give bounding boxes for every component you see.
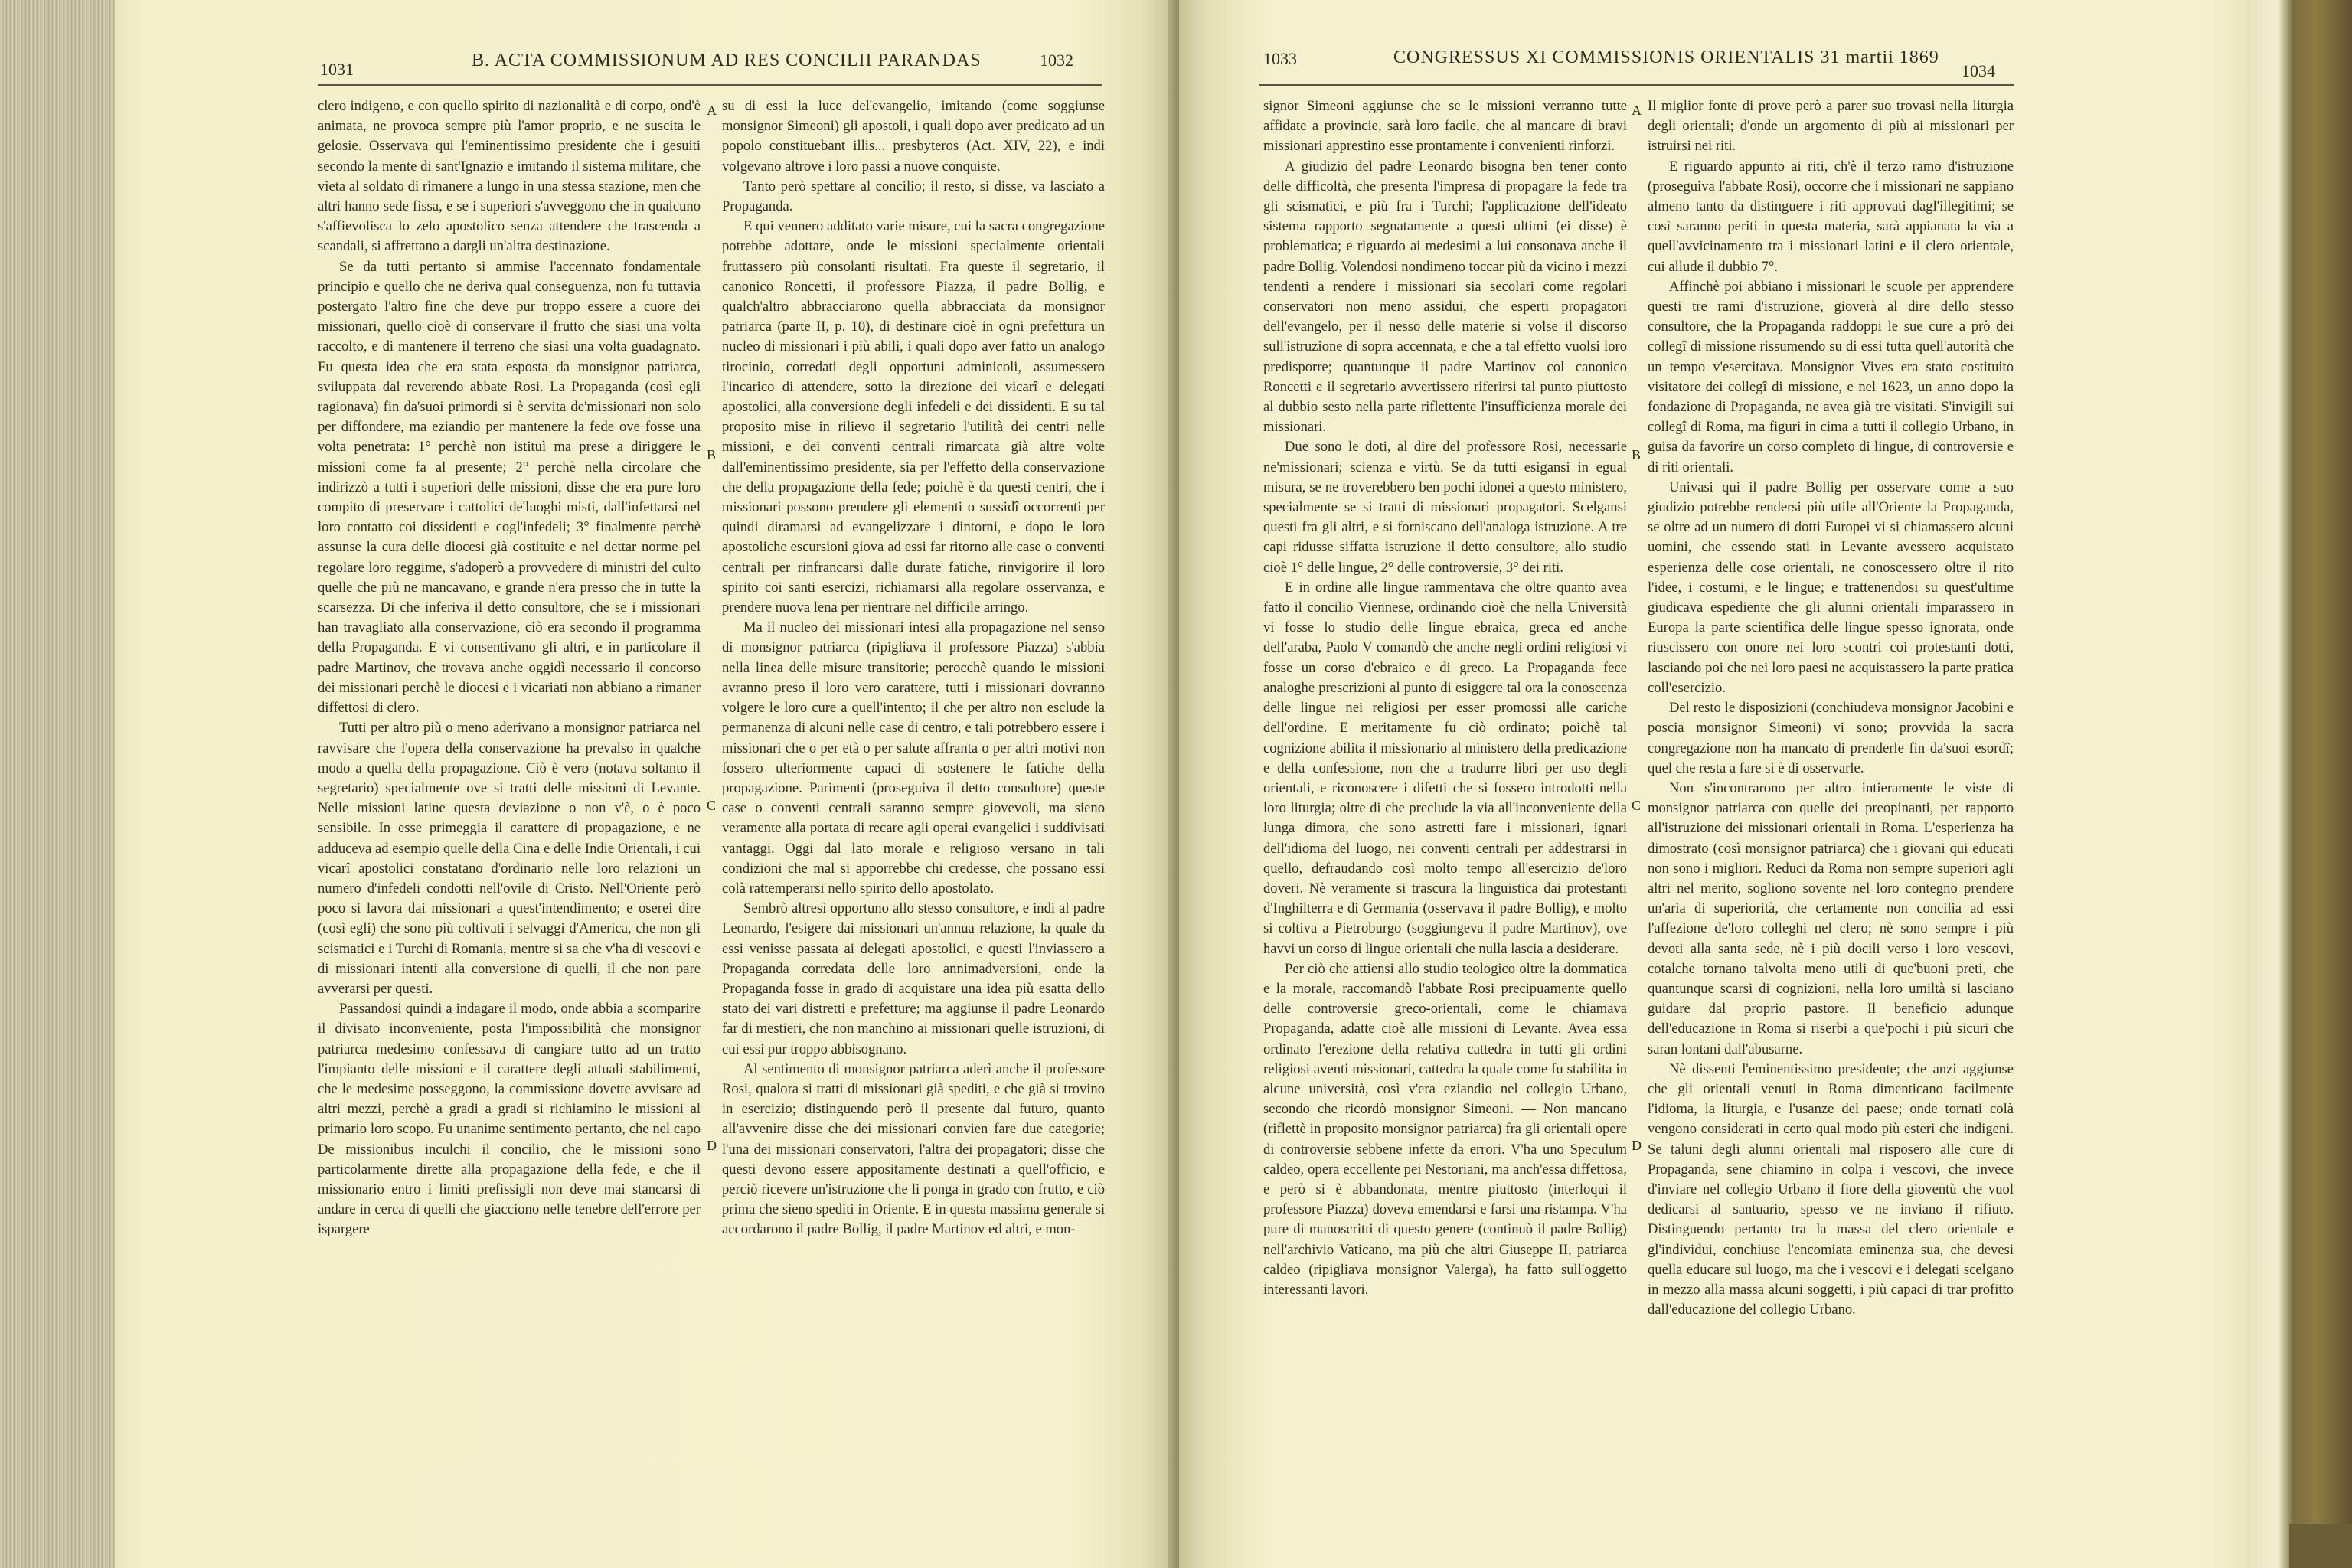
- margin-letter: A: [707, 103, 717, 118]
- paragraph: A giudizio del padre Leonardo bisogna ben tener conto delle difficoltà, che presenta l'impresa di propagare la fede tra gli scismatici, e più fra i Turchi; l'applicazione dell'ideato sistema rapporto segnatamente a questi ultimi (ei disse) è problematica; e riguardo ai medesimi a lui consonava anche il padre Bollig. Volendosi nondimeno toccar più da vicino i mezzi tendenti a rendere i missionari sia secolari come regolari conservatori non meno assidui, che esperti propagatori dell'evangelo, per il nesso delle materie si volse il discorso sull'istruzione di sopra accennata, e che a tal effetto vuolsi loro predisporre; quantunque il padre Martinov col canonico Roncetti e il segretario avvertissero riferirsi tal punto piuttosto al dubbio sesto nella parte riflettente l'insufficienza morale dei missionari.: [1263, 158, 1627, 436]
- left-page: [115, 0, 1175, 1568]
- paragraph: Del resto le disposizioni (conchiudeva monsignor Jacobini e poscia monsignor Simeoni) vi sono; provvida la sacra congregazione non ha mancato di prenderle fin da'suoi esordî; quel che resta a fare si è di osservarle.: [1648, 700, 2014, 776]
- paragraph: Nè dissenti l'eminentissimo presidente; che anzi aggiunse che gli orientali venuti in Roma dimenticano facilmente l'idioma, la liturgia, e l'usanze del paese; onde tornati colà vengono considerati in certo qual modo più esteri che indigeni. Se taluni degli alunni orientali mal risposero alle cure di Propaganda, sene chiamino in colpa i vescovi, che invece d'inviare nel collegio Urbano il fiore della gioventù che vuol dedicarsi al santuario, spesso ve ne inviano il rifiuto. Distinguendo pertanto tra la massa del clero orientale e gl'individui, conchiuse l'encomiata eminenza sua, che devesi quella educare sul luogo, ma che i vescovi e i delegati scelgano in mezzo alla massa alcuni soggetti, i più capaci di trar profitto dall'educazione del collegio Urbano.: [1648, 1060, 2014, 1318]
- paragraph: Passandosi quindi a indagare il modo, onde abbia a scomparire il divisato inconveniente, posta l'impossibilità che monsignor patriarca medesimo confessava di cangiare tutto ad un tratto l'impianto delle missioni e il carattere degli attuali stabilimenti, che le medesime posseggono, la commissione dovette avvisare ad altri mezzi, perchè a gradi a gradi si richiamino le missioni al primario loro scopo. Fu unanime sentimento pertanto, che nel capo De missionibus inculchi il concilio, che le missioni sono particolarmente dirette alla propagazione della fede, e che il missionario entro i limiti prefissigli non deve mai stancarsi di andare in cerca di quelli che giacciono nelle tenebre dell'errore per ispargere: [318, 1001, 701, 1238]
- paragraph: Affinchè poi abbiano i missionari le scuole per apprendere questi tre rami d'istruzione, gioverà al dire dello stesso consultore, che la Propaganda raddoppi le sue cure a prò dei collegî di missione rissumendo su di essi tutta quell'autorità che un tempo v'esercitava. Monsignor Vives era stato costituito visitatore dei collegî di missione, e nel 1623, un anno dopo la fondazione di Propaganda, ne avea già tre visitati. S'invigili sui collegî di Roma, ma figuri in cima a tutti il collegio Urbano, in guisa da favorire un corso completo di lingue, di controversie e di riti orientali.: [1648, 278, 2014, 475]
- paragraph: su di essi la luce del'evangelio, imitando (come soggiunse monsignor Simeoni) gli apostoli, i quali dopo aver predicato ad un popolo constituebant illis... presbyteros (Act. XIV, 22), e indi volgevano altrove i loro passi a nuove conquiste.: [722, 98, 1105, 175]
- margin-letter: B: [707, 447, 717, 462]
- paragraph: signor Simeoni aggiunse che se le missioni verranno tutte affidate a provincie, sarà loro facile, che al mancare di bravi missionari apprestino esse prontamente i convenienti rinforzi.: [1263, 98, 1627, 155]
- paragraph: Se da tutti pertanto si ammise l'accennato fondamentale principio e quello che ne deriva qual conseguenza, non fu tuttavia postergato l'altro fine che deve pur troppo essere a cuore dei missionari, quello cioè di conservare il frutto che siasi una volta raccolto, e di mantenere il terreno che siasi una volta guadagnato. Fu questa idea che era stata esposta da monsignor patriarca, sviluppata dal reverendo abbate Rosi. La Propaganda (così egli ragionava) fin da'suoi primordi si è servita de'missionari non solo per diffondere, ma eziandio per mantenere la fede ove fosse una volta penetrata: 1° perchè non istituì ma prese a diriggere le missioni come fa al presente; 2° perchè nella circolare che indirizzò a tutti i superiori delle missioni, disse che era pure loro compito di preservare i cattolici de'luoghi misti, dall'infettarsi nel loro contatto coi dissidenti e cogl'infedeli; 3° finalmente perchè assunse la cura delle diocesi già costituite e nel dettar norme pel regolare loro reggime, s'adoperò a provvedere di ministri del culto quelle che più ne mancavano, e grande n'era presso che in tutte la scarsezza. Di che inferiva il detto consultore, che se i missionari han travagliato alla conservazione, ciò era secondo il programma della Propaganda. E vi consentivano gli altri, e in particolare il padre Martinov, che trovava anche oggidì necessario il concorso dei missionari perchè le diocesi e i vicariati non abbiano a rimaner diffettosi di clero.: [318, 258, 701, 717]
- paragraph: Univasi qui il padre Bollig per osservare come a suo giudizio potrebbe rendersi più utile all'Oriente la Propaganda, se oltre ad un numero di dotti Europei vi si chiamassero alcuni uomini, che essendo stati in Levante avessero acquistato esperienza delle cose orientali, ne conoscessero oltre il rito l'idee, i costumi, e le lingue; e trattenendosi su quest'ultime giudicava espediente che gli alunni orientali imparassero in Europa la parte scientifica delle lingue spesso ignorata, onde riuscissero con onore nei loro scontri coi protestanti dotti, lasciando poi che nei loro paesi ne acquistassero la parte pratica coll'esercizio.: [1648, 479, 2014, 696]
- margin-letter: A: [1632, 103, 1642, 118]
- header-rule: [1259, 84, 2014, 86]
- running-head: B. ACTA COMMISSIONUM AD RES CONCILII PARANDAS: [472, 51, 982, 70]
- margin-letter: D: [1632, 1138, 1642, 1153]
- page-edges-right: [2247, 0, 2352, 1568]
- page-number: 1032: [1040, 51, 1073, 70]
- header-rule: [318, 84, 1102, 86]
- paragraph: Non s'incontrarono per altro intieramente le viste di monsignor patriarca con quelle dei preopinanti, per rapporto all'istruzione dei missionari orientali in Roma. L'esperienza ha dimostrato (così monsignor patriarca) che i giovani qui educati non sono i migliori. Reduci da Roma non sempre superiori agli altri nel merito, sogliono sovente nel loro contegno prendere un'aria di superiorità, che certamente non concilia ad essi l'affezione de'loro colleghi nel clero; nè sono sempre i più devoti alla santa sede, nè i più docili verso i loro vescovi, cotalche tornano talvolta meno utili di que'buoni preti, che quantunque scarsi di cognizioni, nella loro umiltà si lasciano guidare dal proprio pastore. Il beneficio adunque dell'educazione in Roma si riserbi a que'pochi i più sicuri che saran lontani dall'abusarne.: [1648, 779, 2014, 1057]
- paragraph: clero indigeno, e con quello spirito di nazionalità e di corpo, ond'è animata, ne provoca sempre più l'amor proprio, e ne suscita le gelosie. Osservava qui l'eminentissimo presidente che i gesuiti secondo la mente di sant'Ignazio e imitando il sistema militare, che vieta al soldato di rimanere a lungo in una stessa stazione, men che altri hanno sede fissa, e se i superiori s'avveggono che in qualcuno s'affievolisca lo zelo apostolico senza attendere che trascenda a scandali, si affrettano a dargli un'altra destinazione.: [318, 98, 701, 255]
- text-column-1: [318, 96, 701, 1240]
- paragraph: E riguardo appunto ai riti, ch'è il terzo ramo d'istruzione (proseguiva l'abbate Rosi), occorre che i missionari ne sappiano almeno tanto da distinguere i riti approvati dagl'illegitimi; se così saranno periti in questa materia, sarà appianata la via a quell'avvicinamento tra i missionari latini e il clero orientale, cui allude il dubbio 7°.: [1648, 158, 2014, 275]
- paragraph: Tutti per altro più o meno aderivano a monsignor patriarca nel ravvisare che l'opera della conservazione ha prevalso in qualche modo a quella della propagazione. Ciò è vero (notava soltanto il segretario) specialmente ove si tratti delle missioni di Levante. Nelle missioni latine questa deviazione o non v'è, o è poco sensibile. In esse primeggia il carattere di propagazione, e ne adducevа ad esempio quelle della Cina e delle Indie Orientali, i cui vicarî apostolici constatano d'ordinario nelle loro relazioni un numero d'infedeli condotti nell'ovile di Cristo. Nell'Oriente però poco si lavora dai missionari a quest'intendimento; e oserei dire (così egli) che sono più coltivati i selvaggi d'America, che non gli scismatici e i Turchi di Romania, mentre si sa che v'ha di vescovi e di missionari intenti alla conversione di quelli, il che non pare avverarsi per questi.: [318, 720, 701, 997]
- paragraph: Per ciò che attiensi allo studio teologico oltre la dommatica e la morale, raccomandò l'abbate Rosi precipuamente quello delle controversie greco-orientali, come le chiamava Propaganda, adatte cioè alle missioni di Levante. Avea essa ordinato l'erezione della relativa cattedra in tutti gli ordini religiosi aventi missionari, cattedra la quale come fu stabilita in alcune università, così v'era eziandio nel collegio Urbano, secondo che ricordò monsignor Simeoni. — Non mancano (riflettè in proposito monsignor patriarca) fra gli orientali opere di controversie sebbene infette da errori. V'ha uno Speculum caldeo, opera eccellente pei Nestoriani, ma anch'essa diffettosa, e però si è abbandonata, mentre piuttosto (interloquì il professore Piazza) doveva emendarsi e farsi una ristampa. V'ha pure di manoscritti di questo genere (continuò il padre Bollig) nell'archivio Vaticano, ma più che altri Giuseppe II, patriarca caldeo (ripigliava monsignor Valerga), ha fatto sull'oggetto interessanti lavori.: [1263, 960, 1627, 1298]
- margin-letter: D: [707, 1138, 717, 1153]
- margin-letter: C: [1632, 798, 1642, 813]
- running-head: CONGRESSUS XI COMMISSIONIS ORIENTALIS 31 martii 1869: [1393, 47, 1939, 67]
- margin-letter: C: [707, 798, 717, 813]
- paragraph: E in ordine alle lingue rammentava che oltre quanto avea fatto il concilio Viennese, ordinando cioè che nella Università vi fosse lo studio delle lingue ebraica, greca ed anche dell'araba, Paolo V comandò che anche negli ordini religiosi vi fosse un corso d'ebraico e di greco. La Propaganda fece analoghe prescrizioni al punto di esiggere tal ora la conoscenza delle lingue nei religiosi per esser promossi alle cariche dell'ordine. E meritamente fu ciò ordinato; poichè tal cognizione abilita il missionario al ministero della predicazione e della confessione, non che a tradurre libri per uso degli orientali, e riconoscere i difetti che si fossero introdotti nella loro liturgia; oltre di che preclude la via all'inconveniente della lunga dimora, che sono astretti fare i missionari, ignari dell'idioma del luogo, nei conventi centrali per addestrarsi in quello, defraudando così molto tempo all'esercizio de'loro doveri. Nè veramente si trascura la linguistica dai protestanti d'Inghilterra e di Germania (osservava il padre Bollig), e molto si coltiva a Pietroburgo (soggiungeva il padre Martinov), ove havvi un corso di lingue orientali che nulla lascia a desiderare.: [1263, 579, 1627, 957]
- page-number: 1033: [1263, 49, 1297, 68]
- paragraph: Due sono le doti, al dire del professore Rosi, necessarie ne'missionari; scienza e virtù. Se da tutti esigansi in egual misura, se ne troverebbero ben pochi idonei a questo ministero, specialmente se si tratti di missionari propagatori. Scelgansi questi fra gli altri, e si forniscano dell'analoga istruzione. A tre capi ridusse siffatta istruzione il detto consultore, allo studio cioè 1° delle lingue, 2° delle controversie, 3° dei riti.: [1263, 439, 1627, 576]
- right-page: [1179, 0, 2247, 1568]
- paragraph: E qui vennero additato varie misure, cui la sacra congregazione potrebbe adottare, onde le missioni specialmente orientali fruttassero più consolanti risultati. Fra queste il segretario, il canonico Roncetti, il professore Piazza, il padre Bollig, e qualch'altro abbracciarono quella abbracciata da monsignor patriarca (parte II, p. 10), di destinare cioè in ogni prefettura un nucleo di missionari i più abili, i quali dopo aver fatto un analogo tirocinio, corredati degli opportuni adminicoli, assumessero l'incarico di attendere, sotto la direzione dei vicarî e delegati apostolici, alla conversione degli infedeli e dei dissidenti. E su tal proposito mise in rilievo il segretario l'utilità dei centri nelle missioni, e dei conventi centrali rimarcata già altre volte dall'eminentissimo presidente, sia per l'effetto della conservazione che della propagazione della fede; poichè è da questi centri, che i missionari possono prendere gli elementi o sussidî occorrenti per quindi diramarsi ad evangelizzare i dintorni, e dopo le loro apostoliche escursioni giova ad essi far ritorno alle case o conventi centrali per rinfrancarsi dalle durate fatiche, rinvigorire il loro spirito coi santi esercizi, richiamarsi alla regolare osservanza, e prendere nuova lena per rientrare nel difficile arringo.: [722, 218, 1105, 616]
- paragraph: Il miglior fonte di prove però a parer suo trovasi nella liturgia degli orientali; d'onde un argomento di più ai missionari per istruirsi nei riti.: [1648, 98, 2014, 155]
- book-cover-edge: [2289, 1524, 2352, 1568]
- paragraph: Ma il nucleo dei missionari intesi alla propagazione nel senso di monsignor patriarca (ripigliava il professore Piazza) s'abbia nella linea delle misure transitorie; perocchè quando le missioni avranno preso il loro vero carattere, tutti i missionari dovranno volgere le loro cure a quell'intento; il che per altro non esclude la permanenza di alcuni nelle case di centro, e tali potrebbero essere i missionari che o per età o per salute affranta o per altri motivi non fossero ulteriormente capaci di sostenere le fatiche della propagazione. Parimenti (proseguiva il detto consultore) queste case o conventi centrali saranno sempre giovevoli, ma sieno veramente alla portata di recare agli operai evangelici i suddivisati vantaggi. Oggi dal lato morale e religioso versano in tali condizioni che mal si apporrebbe chi credesse, che possano essi colà rattemperarsi nello spirito dello apostolato.: [722, 619, 1105, 897]
- paragraph: Sembrò altresì opportuno allo stesso consultore, e indi al padre Leonardo, l'esigere dai missionari un'annua relazione, la quale da essi venisse passata ai delegati apostolici, e questi l'inviassero a Propaganda corredata delle loro annimadversioni, onde la Propaganda fosse in grado di acquistare una idea più esatta dello stato dei vari distretti e prefetture; ma aggiunse il padre Leonardo far di mestieri, che non manchino ai missionari quelle istruzioni, di cui essi pur troppo abbisognano.: [722, 900, 1105, 1057]
- page-edges-left: [0, 0, 115, 1568]
- paragraph: Al sentimento di monsignor patriarca aderì anche il professore Rosi, qualora si tratti di missionari già spediti, e che già si trovino in esercizio; distinguendo però il presente dal futuro, quanto all'avvenire disse che dei missionari convien fare due categorie; l'una dei missionari conservatori, l'altra dei propagatori; disse che questi devono essere appositamente destinati a quell'officio, e perciò ricevere un'istruzione che li ponga in grado con frutto, e ciò prima che sieno spediti in Oriente. E in questa massima generale si accordarono il padre Bollig, il padre Martinov ed altri, e mon-: [722, 1060, 1105, 1238]
- page-number: 1034: [1962, 61, 1995, 80]
- text-column-2: [1648, 96, 2014, 1320]
- text-column-2: [722, 96, 1105, 1240]
- page-number: 1031: [320, 60, 354, 79]
- text-column-1: [1263, 96, 1627, 1300]
- paragraph: Tanto però spettare al concilio; il resto, si disse, va lasciato a Propaganda.: [722, 178, 1105, 215]
- margin-letter: B: [1632, 447, 1642, 462]
